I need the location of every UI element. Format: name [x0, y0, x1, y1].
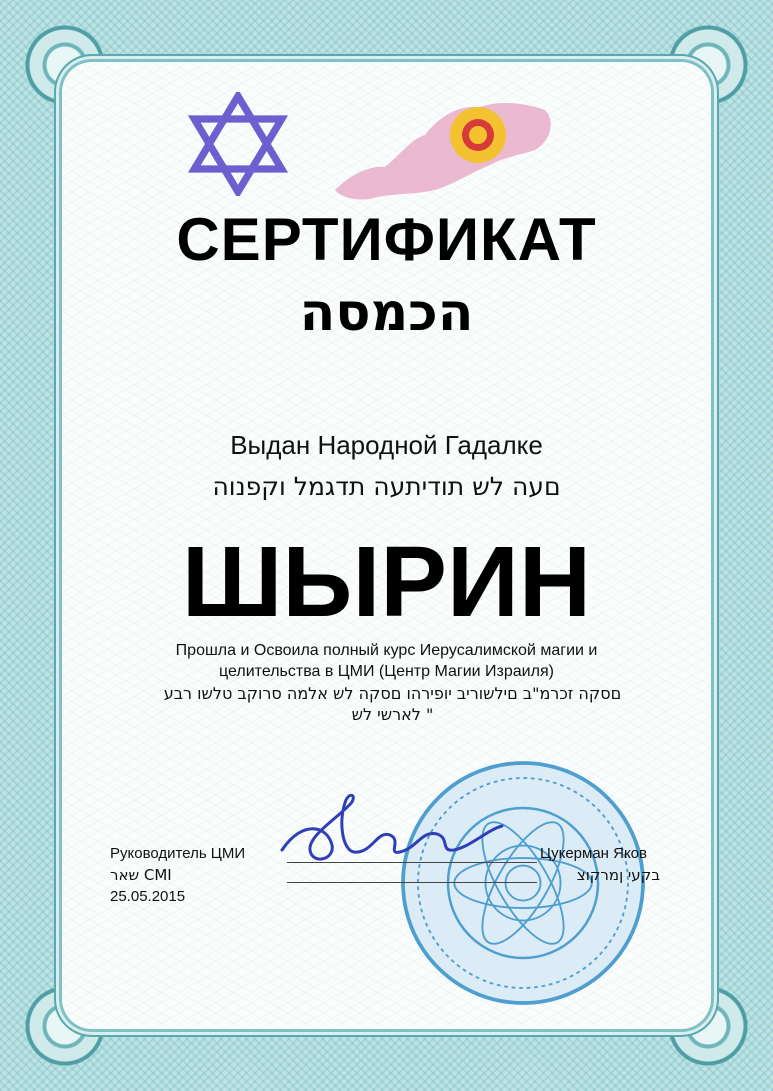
- certificate-title-hebrew: הכמסה: [299, 283, 474, 343]
- course-description: [100, 640, 673, 682]
- recipient-name: ШЫРИН: [181, 526, 592, 638]
- kyrgyzstan-map-flag-icon: [330, 95, 560, 205]
- director-label: Руководитель ЦМИ: [110, 845, 246, 862]
- certificate-title: СЕРТИФИКАТ: [176, 206, 597, 273]
- signature-line: [287, 882, 537, 883]
- director-name: Цукерман Яков: [540, 845, 647, 862]
- issued-to-text-hebrew: םעה לש תודיתעה תדגמל וקפנוה: [212, 472, 561, 501]
- director-name-hebrew: בקעי ןמרקוצ: [576, 866, 660, 884]
- signature-line: [287, 862, 537, 863]
- course-description-hebrew: [100, 683, 685, 725]
- issue-date: 25.05.2015: [110, 888, 186, 905]
- signature-icon: [272, 790, 512, 880]
- course-description-line: Прошла и Освоила полный курс Иерусалимской магии и: [175, 642, 598, 659]
- star-of-david-icon: [186, 92, 290, 196]
- course-description-hebrew-line: םסקה זכרמ"ב םילשוריב יופירהו םסקה לש אלמה סרוקב טלשו רבע: [163, 684, 622, 703]
- course-description-line: целительства в ЦМИ (Центр Магии Израиля): [219, 663, 554, 680]
- issued-to-text: Выдан Народной Гадалке: [230, 430, 543, 460]
- director-label-hebrew: שאר CMI: [110, 866, 172, 884]
- course-description-hebrew-line: " לארשי לש: [351, 705, 434, 724]
